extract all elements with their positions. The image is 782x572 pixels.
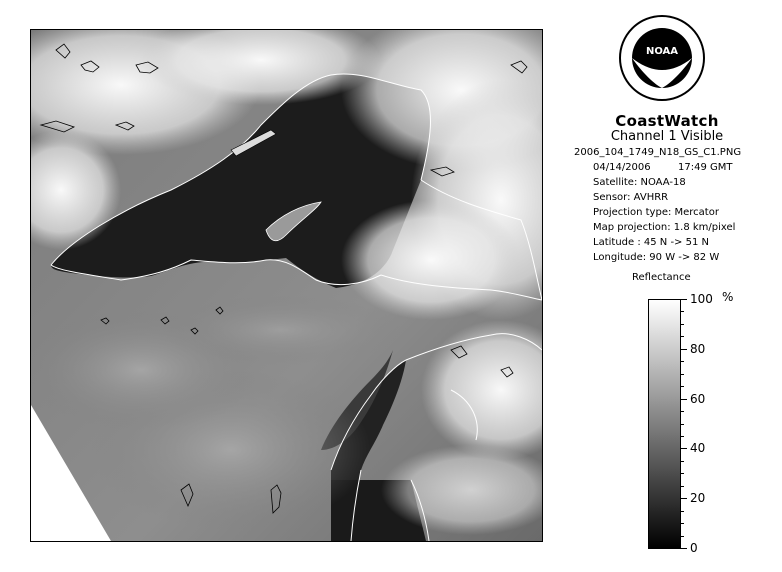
legend-tick-label: 80	[690, 342, 706, 356]
map-projection-label: Map projection: 1.8 km/pixel	[593, 222, 736, 233]
legend-minor-tick	[681, 424, 684, 425]
legend-tick-label: 0	[690, 541, 698, 555]
legend-tick-label: 60	[690, 392, 706, 406]
legend-tick	[681, 299, 687, 300]
reflectance-colorbar	[648, 299, 681, 549]
legend-minor-tick	[681, 486, 684, 487]
channel-subtitle: Channel 1 Visible	[610, 129, 724, 144]
legend-minor-tick	[681, 523, 684, 524]
satellite-image	[30, 29, 543, 542]
legend-tick	[681, 399, 687, 400]
longitude-label: Longitude: 90 W -> 82 W	[593, 252, 720, 263]
legend-minor-tick	[681, 536, 684, 537]
legend-tick-label: 40	[690, 441, 706, 455]
legend-minor-tick	[681, 311, 684, 312]
latitude-label: Latitude : 45 N -> 51 N	[593, 237, 709, 248]
legend-minor-tick	[681, 336, 684, 337]
legend-unit: %	[722, 290, 734, 304]
logo-text: NOAA	[645, 46, 679, 57]
satellite-label: Satellite: NOAA-18	[593, 177, 686, 188]
legend-minor-tick	[681, 411, 684, 412]
legend-tick	[681, 349, 687, 350]
legend-minor-tick	[681, 473, 684, 474]
map-canvas	[31, 30, 542, 541]
filename-label: 2006_104_1749_N18_GS_C1.PNG	[574, 147, 742, 158]
legend-tick-label: 20	[690, 491, 706, 505]
legend-minor-tick	[681, 374, 684, 375]
legend-minor-tick	[681, 436, 684, 437]
legend-tick	[681, 448, 687, 449]
legend-minor-tick	[681, 361, 684, 362]
app-title: CoastWatch	[615, 112, 719, 130]
noaa-logo	[618, 14, 706, 102]
sensor-label: Sensor: AVHRR	[593, 192, 669, 203]
legend-minor-tick	[681, 386, 684, 387]
legend-tick	[681, 498, 687, 499]
legend-tick-label: 100	[690, 292, 713, 306]
projection-type-label: Projection type: Mercator	[593, 207, 719, 218]
legend-minor-tick	[681, 511, 684, 512]
legend-title: Reflectance	[632, 272, 691, 283]
legend-minor-tick	[681, 461, 684, 462]
legend-minor-tick	[681, 324, 684, 325]
time-label: 17:49 GMT	[678, 162, 733, 173]
legend-tick	[681, 548, 687, 549]
date-label: 04/14/2006	[593, 162, 651, 173]
